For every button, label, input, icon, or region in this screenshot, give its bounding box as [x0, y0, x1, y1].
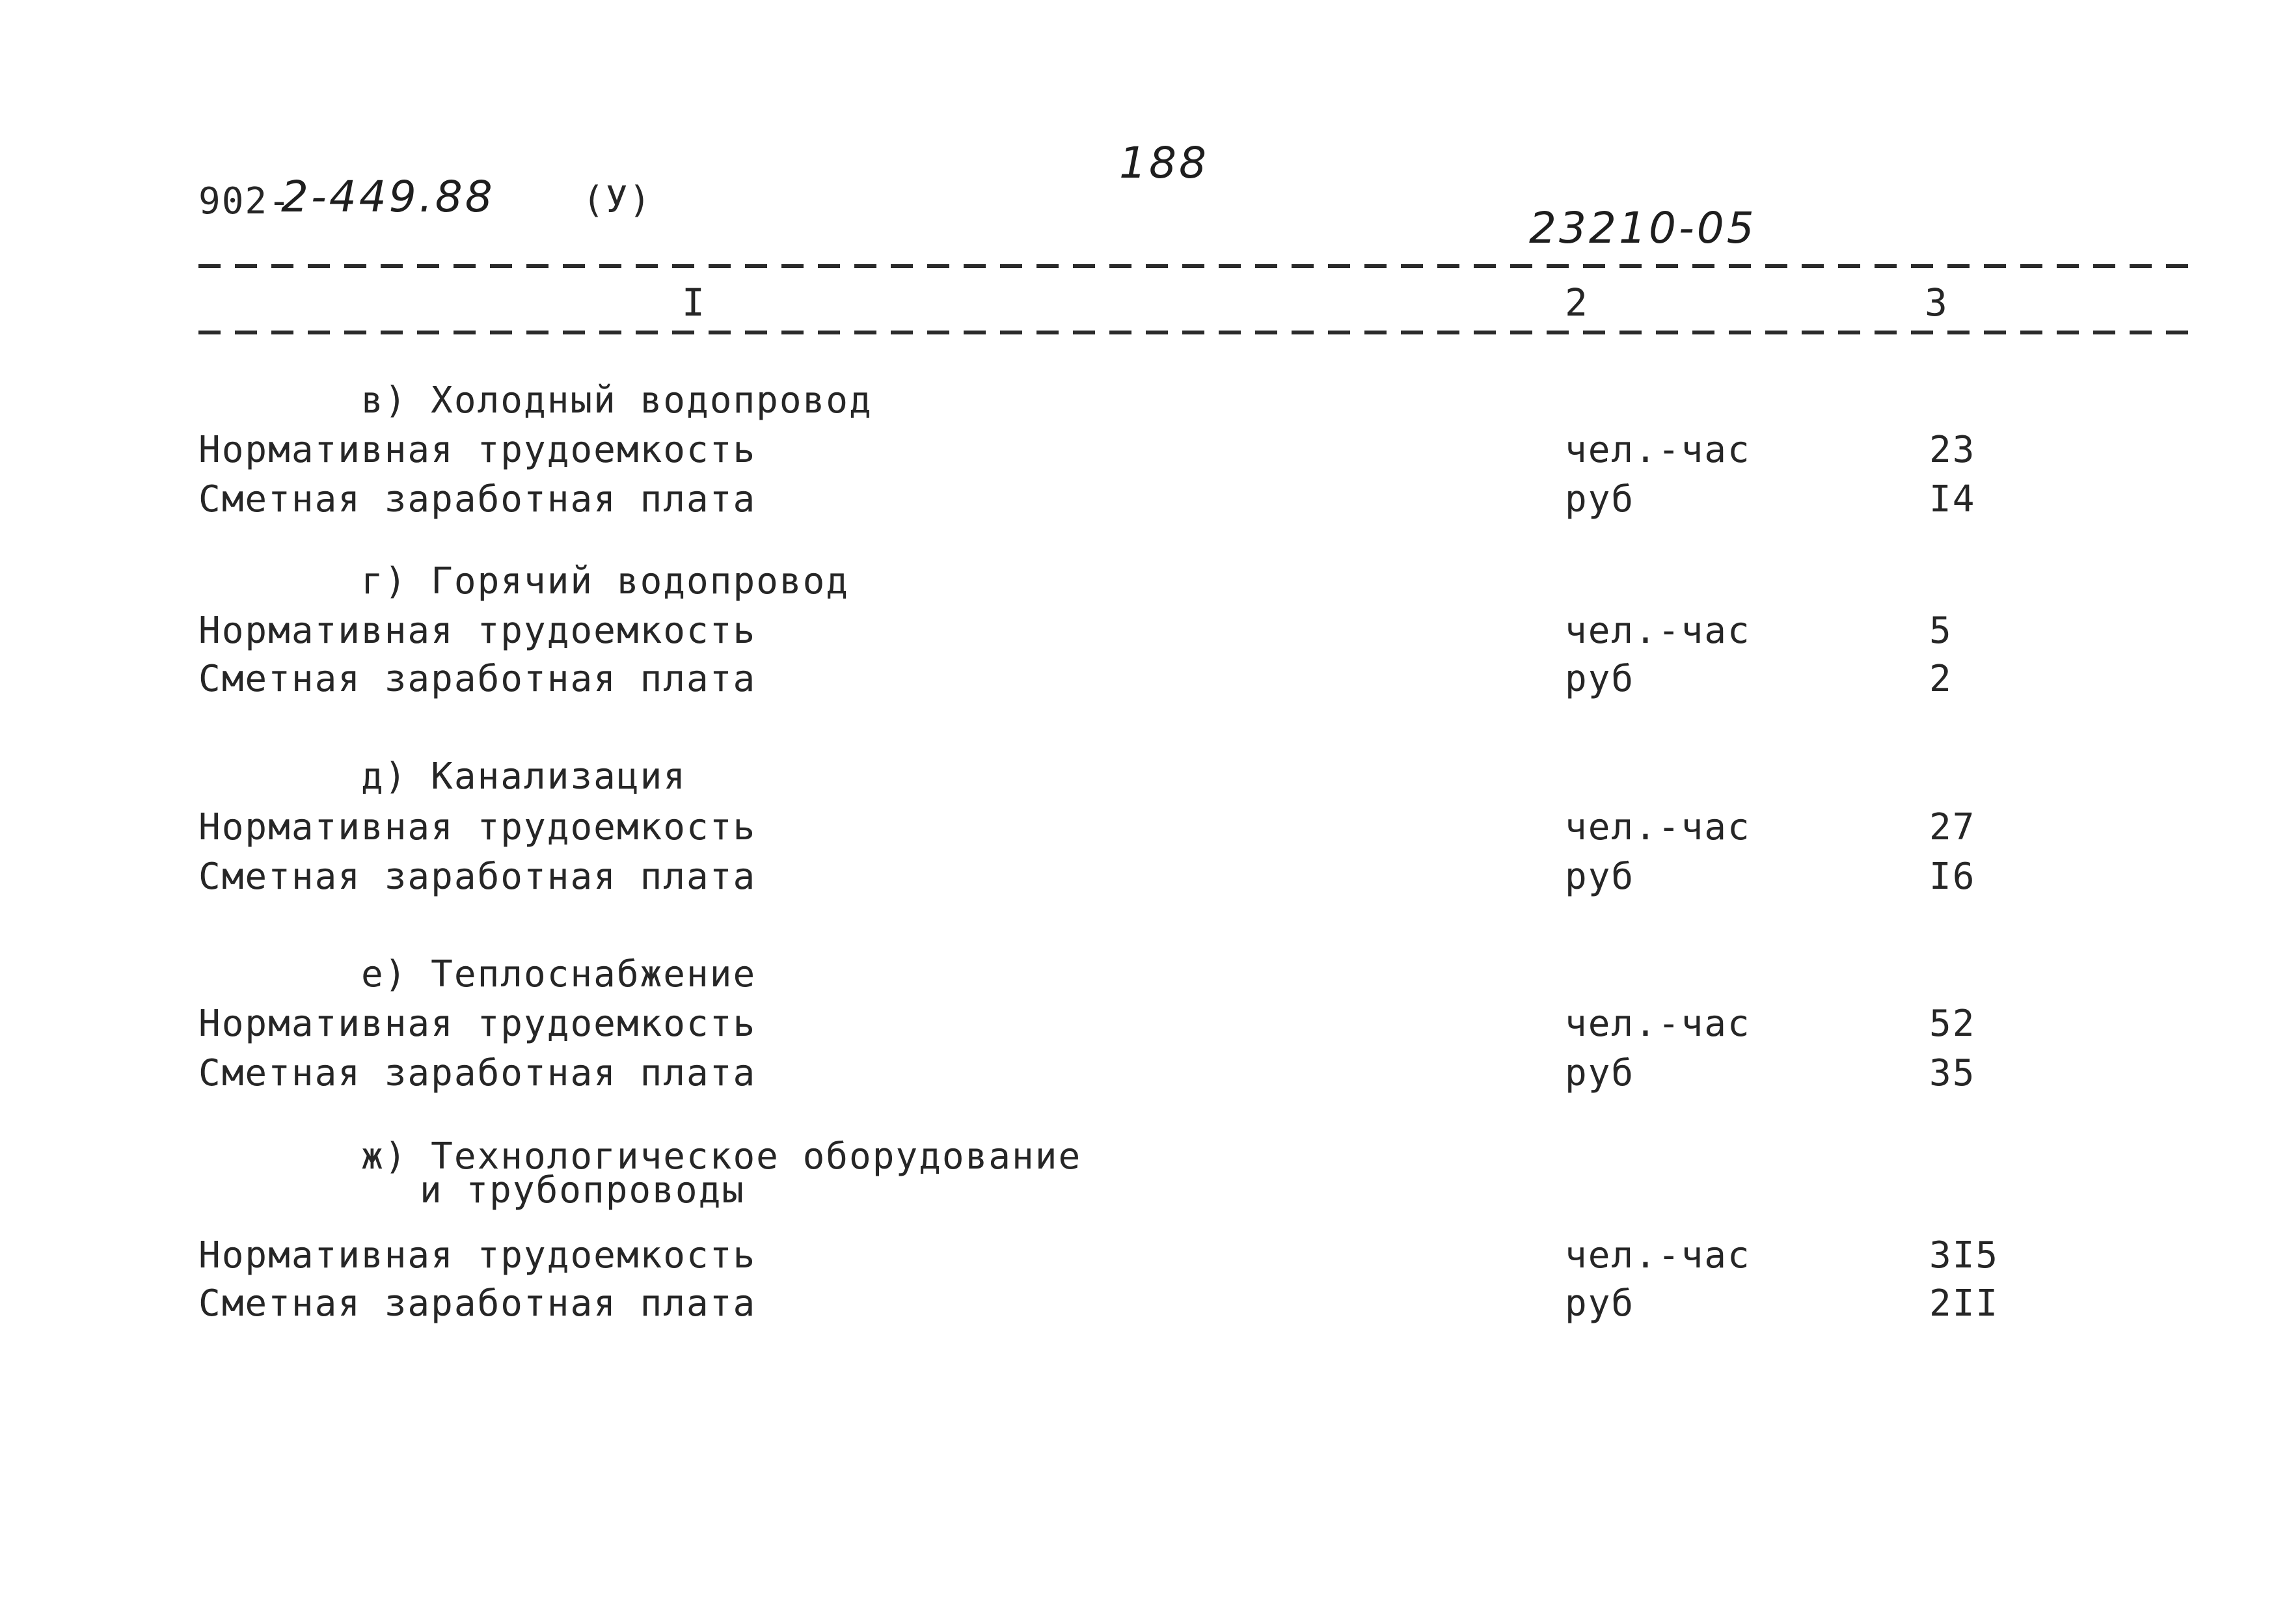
row-label: Сметная заработная плата — [198, 478, 757, 521]
column-header-1: I — [682, 280, 706, 325]
row-value: 2II — [1929, 1282, 1999, 1325]
row-unit: чел.-час — [1565, 1003, 1751, 1045]
column-header-2: 2 — [1565, 280, 1589, 325]
section-title: в) Холодный водопровод — [361, 379, 873, 422]
suffix-label: (У) — [582, 179, 653, 221]
row-unit: чел.-час — [1565, 429, 1751, 471]
series-handwritten: 2-449.88 — [281, 172, 495, 222]
row-value: 35 — [1929, 1052, 1976, 1094]
row-value: 23 — [1929, 429, 1976, 471]
row-unit: чел.-час — [1565, 1234, 1751, 1277]
row-label: Нормативная трудоемкость — [198, 610, 757, 652]
row-unit: чел.-час — [1565, 610, 1751, 652]
row-label: Сметная заработная плата — [198, 658, 757, 700]
row-unit: руб — [1565, 856, 1635, 898]
table-header-rule — [198, 331, 2202, 334]
series-prefix: 902- — [198, 180, 291, 223]
row-value: 3I5 — [1929, 1234, 1999, 1277]
row-value: 52 — [1929, 1003, 1976, 1045]
row-value: 5 — [1929, 610, 1953, 652]
row-unit: руб — [1565, 478, 1635, 521]
row-value: 27 — [1929, 806, 1976, 848]
row-value: I4 — [1929, 478, 1976, 521]
row-value: I6 — [1929, 856, 1976, 898]
row-label: Нормативная трудоемкость — [198, 806, 757, 848]
row-label: Сметная заработная плата — [198, 1282, 757, 1325]
row-label: Нормативная трудоемкость — [198, 1003, 757, 1045]
row-label: Нормативная трудоемкость — [198, 429, 757, 471]
section-title-continuation: и трубопроводы — [420, 1169, 746, 1211]
row-unit: руб — [1565, 658, 1635, 700]
section-title: д) Канализация — [361, 755, 687, 798]
table-top-rule — [198, 264, 2202, 268]
row-value: 2 — [1929, 658, 1953, 700]
row-label: Сметная заработная плата — [198, 856, 757, 898]
row-unit: руб — [1565, 1052, 1635, 1094]
section-title: г) Горячий водопровод — [361, 560, 850, 602]
section-title: ж) Технологическое оборудование — [361, 1135, 1082, 1178]
row-label: Сметная заработная плата — [198, 1052, 757, 1094]
page-number: 188 — [1119, 138, 1209, 188]
document-code: 23210-05 — [1529, 203, 1757, 253]
section-title: е) Теплоснабжение — [361, 953, 757, 995]
row-unit: руб — [1565, 1282, 1635, 1325]
row-label: Нормативная трудоемкость — [198, 1234, 757, 1277]
column-header-3: 3 — [1925, 280, 1949, 325]
row-unit: чел.-час — [1565, 806, 1751, 848]
